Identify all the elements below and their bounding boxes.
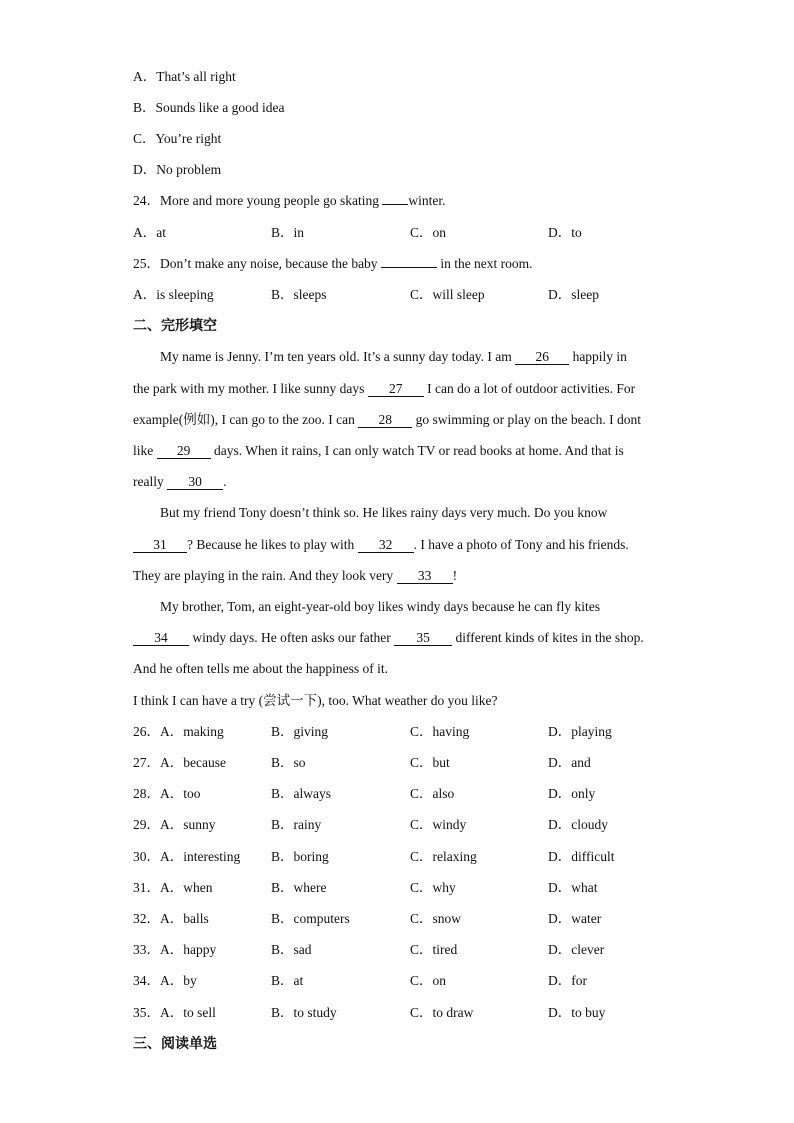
cloze-q33-option-d: D．clever	[548, 942, 605, 957]
question-number: 28．	[133, 786, 160, 801]
cloze-q26-option-a: 26．A．making	[133, 724, 224, 739]
q23-option-a: A．That’s all right	[133, 69, 236, 84]
cloze-q26-option-c: C．having	[410, 724, 470, 739]
blank-35: 35	[394, 630, 452, 646]
question-number: 30．	[133, 849, 160, 864]
q25-option-d: D．sleep	[548, 287, 599, 302]
cloze-q32-option-b: B．computers	[271, 911, 350, 926]
cloze-q27-option-b: B．so	[271, 755, 306, 770]
q25-stem: 25．Don’t make any noise, because the baby in the next room.	[133, 256, 533, 271]
cloze-q34-option-d: D．for	[548, 973, 587, 988]
cloze-q28-option-c: C．also	[410, 786, 455, 801]
passage-line: example(例如), I can go to the zoo. I can 28 go swimming or play on the beach. I dont	[133, 412, 642, 427]
q24-blank	[382, 204, 408, 205]
cloze-q28-option-d: D．only	[548, 786, 596, 801]
blank-27: 27	[368, 381, 424, 397]
cloze-q27-option-d: D．and	[548, 755, 591, 770]
cloze-q28-option-a: 28．A．too	[133, 786, 201, 801]
cloze-q35-option-d: D．to buy	[548, 1005, 606, 1020]
passage-line: the park with my mother. I like sunny days 27 I can do a lot of outdoor activities. For	[133, 381, 636, 396]
q24-stem: 24．More and more young people go skating winter.	[133, 193, 446, 208]
cloze-q28-option-b: B．always	[271, 786, 331, 801]
blank-29: 29	[157, 443, 211, 459]
cloze-q29-option-a: 29．A．sunny	[133, 817, 216, 832]
cloze-q33-option-a: 33．A．happy	[133, 942, 217, 957]
q24-option-b: B．in	[271, 225, 305, 240]
question-number: 27．	[133, 755, 160, 770]
passage-line: But my friend Tony doesn’t think so. He likes rainy days very much. Do you know	[160, 505, 608, 520]
cloze-q30-option-a: 30．A．interesting	[133, 849, 241, 864]
cloze-q35-option-b: B．to study	[271, 1005, 337, 1020]
cloze-q30-option-d: D．difficult	[548, 849, 615, 864]
q25-option-a: A．is sleeping	[133, 287, 214, 302]
cloze-q30-option-b: B．boring	[271, 849, 329, 864]
cloze-q34-option-a: 34．A．by	[133, 973, 197, 988]
cloze-q26-option-d: D．playing	[548, 724, 612, 739]
cloze-q32-option-d: D．water	[548, 911, 602, 926]
passage-line: My brother, Tom, an eight-year-old boy likes windy days because he can fly kites	[160, 599, 601, 614]
cloze-q34-option-b: B．at	[271, 973, 304, 988]
passage-line: really 30 .	[133, 474, 227, 489]
cloze-q27-option-a: 27．A．because	[133, 755, 226, 770]
cloze-q31-option-b: B．where	[271, 880, 327, 895]
passage-line: 31 ? Because he likes to play with 32 . I have a photo of Tony and his friends.	[133, 536, 663, 554]
blank-31: 31	[133, 537, 187, 553]
question-number: 32．	[133, 911, 160, 926]
passage-line: And he often tells me about the happiness of it.	[133, 661, 388, 676]
cloze-q31-option-c: C．why	[410, 880, 456, 895]
q25-option-b: B．sleeps	[271, 287, 327, 302]
blank-32: 32	[358, 537, 414, 553]
cloze-q32-option-c: C．snow	[410, 911, 462, 926]
blank-26: 26	[515, 349, 569, 365]
cloze-q29-option-b: B．rainy	[271, 817, 322, 832]
cloze-q33-option-c: C．tired	[410, 942, 458, 957]
q23-option-c: C．You’re right	[133, 131, 222, 146]
q25-blank	[381, 267, 437, 268]
q25-option-c: C．will sleep	[410, 287, 485, 302]
passage-line: 34 windy days. He often asks our father 35 different kinds of kites in the shop.	[133, 629, 663, 647]
section2-heading: 二、完形填空	[133, 318, 217, 334]
section3-heading: 三、阅读单选	[133, 1036, 217, 1052]
blank-30: 30	[167, 474, 223, 490]
question-number: 31．	[133, 880, 160, 895]
cloze-q30-option-c: C．relaxing	[410, 849, 477, 864]
cloze-q34-option-c: C．on	[410, 973, 447, 988]
blank-34: 34	[133, 630, 189, 646]
cloze-q33-option-b: B．sad	[271, 942, 312, 957]
cloze-q35-option-c: C．to draw	[410, 1005, 474, 1020]
question-number: 33．	[133, 942, 160, 957]
passage-line: like 29 days. When it rains, I can only watch TV or read books at home. And that is	[133, 443, 624, 458]
blank-28: 28	[358, 412, 412, 428]
cloze-q32-option-a: 32．A．balls	[133, 911, 209, 926]
cloze-q27-option-c: C．but	[410, 755, 450, 770]
q24-option-a: A．at	[133, 225, 166, 240]
cloze-q35-option-a: 35．A．to sell	[133, 1005, 216, 1020]
passage-line: I think I can have a try (尝试一下), too. What weather do you like?	[133, 693, 498, 708]
q23-option-d: D．No problem	[133, 162, 222, 177]
question-number: 34．	[133, 973, 160, 988]
question-number: 35．	[133, 1005, 160, 1020]
passage-line: They are playing in the rain. And they look very 33 !	[133, 568, 458, 583]
cloze-q29-option-c: C．windy	[410, 817, 467, 832]
question-number: 26．	[133, 724, 160, 739]
q24-option-d: D．to	[548, 225, 582, 240]
cloze-q26-option-b: B．giving	[271, 724, 329, 739]
blank-33: 33	[397, 568, 453, 584]
passage-line: My name is Jenny. I’m ten years old. It’s a sunny day today. I am 26 happily in	[160, 349, 627, 364]
cloze-q29-option-d: D．cloudy	[548, 817, 608, 832]
cloze-q31-option-d: D．what	[548, 880, 598, 895]
question-number: 29．	[133, 817, 160, 832]
cloze-q31-option-a: 31．A．when	[133, 880, 213, 895]
q24-option-c: C．on	[410, 225, 447, 240]
q23-option-b: B．Sounds like a good idea	[133, 100, 285, 115]
